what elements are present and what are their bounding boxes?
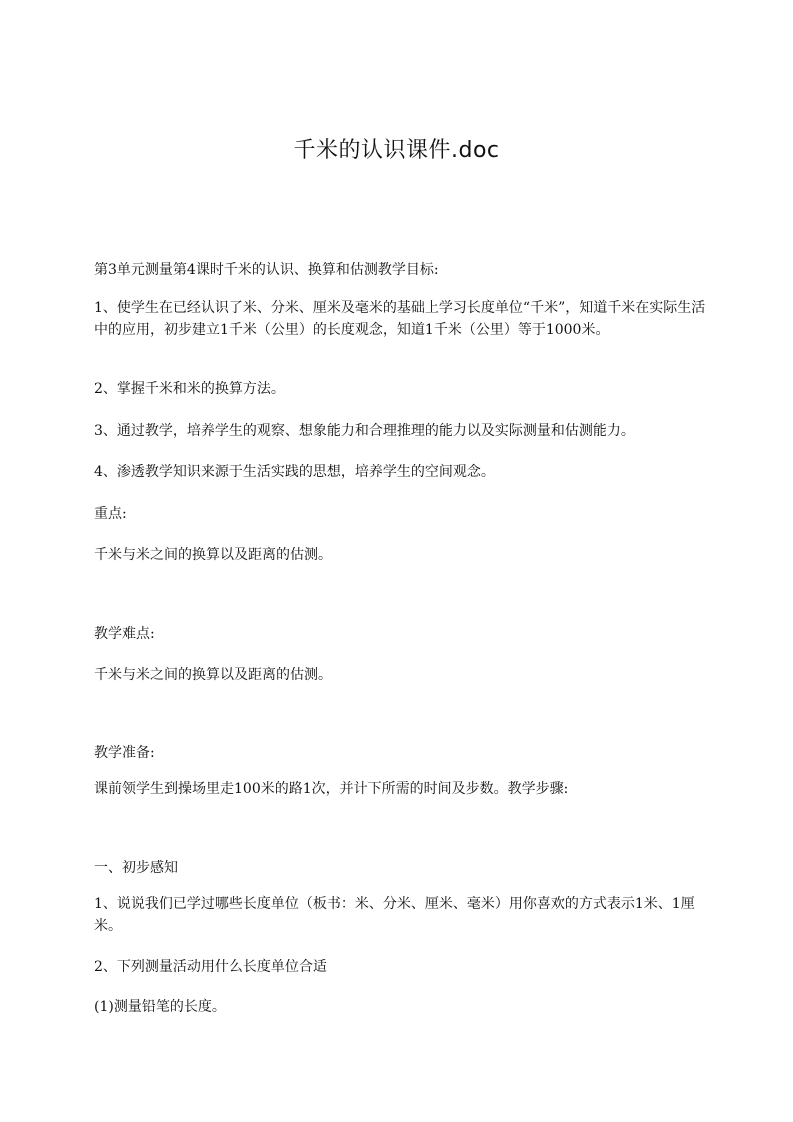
section-1-item-1: 1、说说我们已学过哪些长度单位（板书：米、分米、厘米、毫米）用你喜欢的方式表示1米、1厘米。 <box>94 896 695 934</box>
objective-2: 2、掌握千米和米的换算方法。 <box>94 381 285 397</box>
preparation-heading: 教学准备: <box>94 745 155 761</box>
key-point-text: 千米与米之间的换算以及距离的估测。 <box>94 547 332 563</box>
section-1-heading: 一、初步感知 <box>94 860 178 876</box>
objective-3: 3、通过教学，培养学生的观察、想象能力和合理推理的能力以及实际测量和估测能力。 <box>94 423 635 439</box>
difficulty-text: 千米与米之间的换算以及距离的估测。 <box>94 667 332 683</box>
key-point-heading: 重点: <box>94 506 127 522</box>
objective-heading: 第3单元测量第4课时千米的认识、换算和估测教学目标: <box>94 262 439 278</box>
objective-1: 1、使学生在已经认识了米、分米、厘米及毫米的基础上学习长度单位“千米”，知道千米在实际生活中的应用，初步建立1千米（公里）的长度观念，知道1千米（公里）等于1000米。 <box>94 300 706 338</box>
preparation-text: 课前领学生到操场里走100米的路1次，并计下所需的时间及步数。教学步骤: <box>94 781 569 797</box>
document-title: 千米的认识课件.doc <box>293 138 500 163</box>
section-1-item-2: 2、下列测量活动用什么长度单位合适 <box>94 959 327 975</box>
objective-4: 4、渗透教学知识来源于生活实践的思想，培养学生的空间观念。 <box>94 464 495 480</box>
difficulty-heading: 教学难点: <box>94 626 155 642</box>
section-1-subitem-1: (1)测量铅笔的长度。 <box>94 999 226 1015</box>
